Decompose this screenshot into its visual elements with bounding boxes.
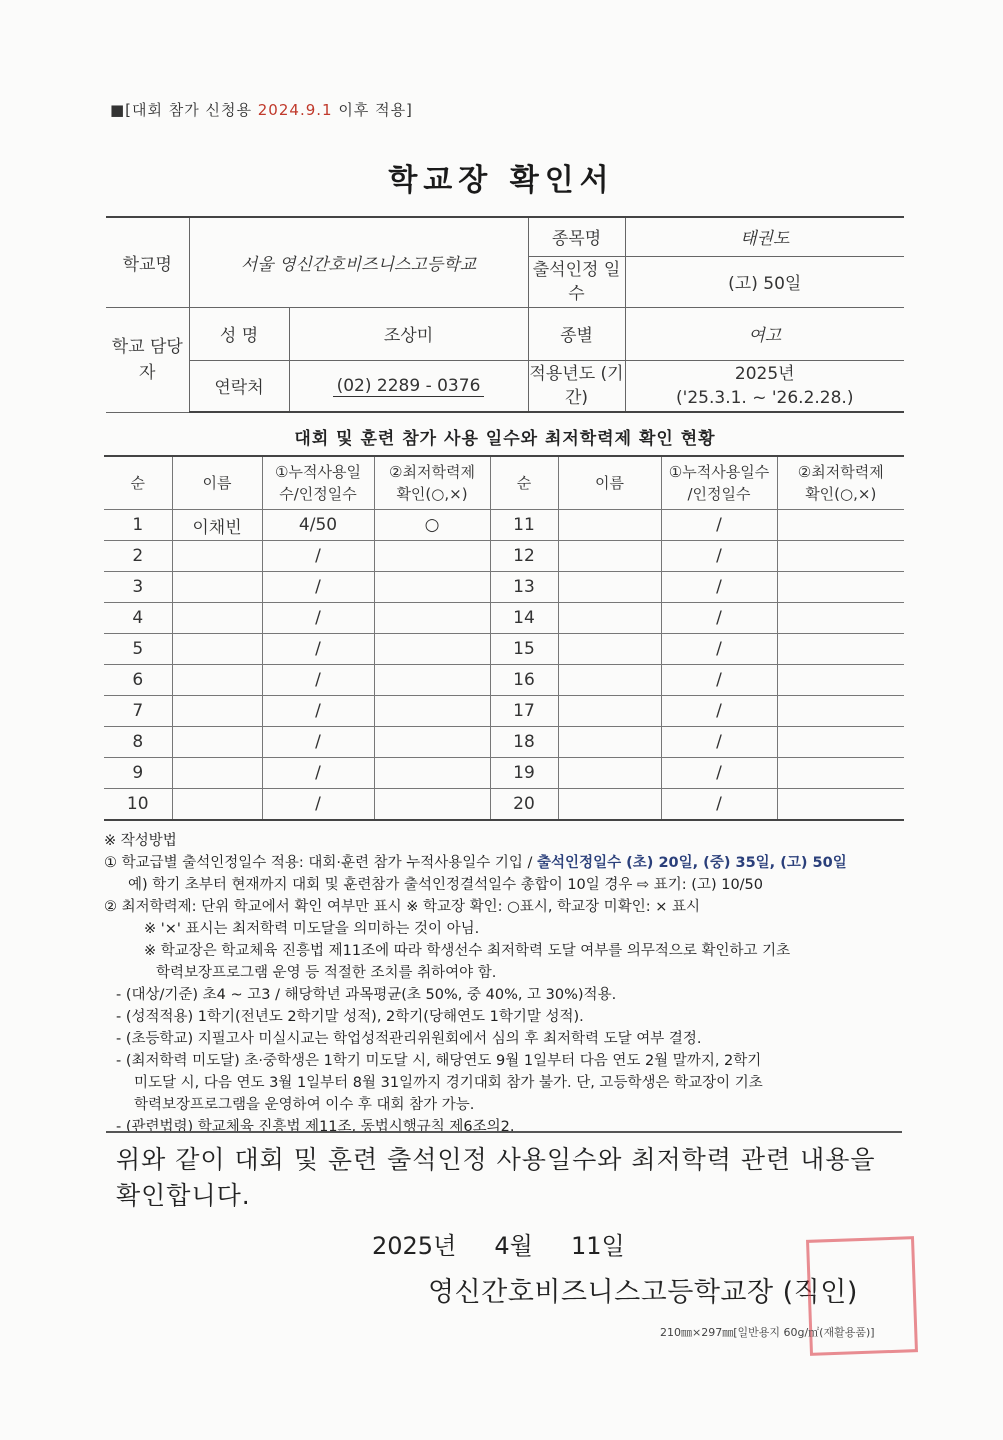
- notes-heading: ※ 작성방법: [104, 833, 177, 849]
- col-name-2: 이름: [558, 456, 661, 510]
- table-row: 10 / 20 /: [104, 789, 904, 821]
- note-2-sub-1: ※ '×' 표시는 최저학력 미도달을 의미하는 것이 아님.: [144, 921, 480, 937]
- table-row: 1 이채빈 4/50 ○ 11 /: [104, 510, 904, 541]
- col-days-2: ①누적사용일수 /인정일수: [661, 456, 777, 510]
- table-row: 9 / 19 /: [104, 758, 904, 789]
- bullet-3: - (초등학교) 지필고사 미실시교는 학업성적관리위원회에서 심의 후 최저학력 도달 여부 결정.: [116, 1031, 702, 1047]
- bullet-1: - (대상/기준) 초4 ~ 고3 / 해당학년 과목평균(초 50%, 중 40%, 고 30%)적용.: [116, 987, 617, 1003]
- year-label: 적용년도 (기간): [528, 360, 625, 412]
- table-row: 2 / 12 /: [104, 541, 904, 572]
- school-label: 학교명: [106, 217, 189, 307]
- form-version-note: ■[대회 참가 신청용 2024.9.1 이후 적용]: [110, 101, 413, 119]
- document-title: 학교장 확인서: [388, 163, 615, 198]
- principal-signature: 영신간호비즈니스고등학교장 (직인): [428, 1277, 858, 1308]
- contact-label: 연락처: [189, 360, 289, 412]
- instructions: [104, 830, 904, 1138]
- year-period: ('25.3.1. ~ '26.2.28.): [676, 387, 854, 408]
- gender-label: 종별: [528, 307, 625, 360]
- gender-value: 여고: [625, 307, 904, 360]
- col-academic-2: ②최저학력제 확인(○,×): [777, 456, 904, 510]
- sport-label: 종목명: [528, 217, 625, 256]
- note-2-sub-2-cont: 학력보장프로그램 운영 등 적절한 조치를 취하여야 함.: [156, 965, 497, 981]
- note-1: ① 학교급별 출석인정일수 적용: 대회·훈련 참가 누적사용일수 기입 / 출석인정일수 (초) 20일, (중) 35일, (고) 50일: [104, 855, 847, 871]
- school-value: 서울 영신간호비즈니스고등학교: [189, 217, 528, 307]
- contact-value: (02) 2289 - 0376: [333, 376, 485, 397]
- note-2: ② 최저학력제: 단위 학교에서 확인 여부만 표시 ※ 학교장 확인: ○표시, 학교장 미확인: × 표시: [104, 899, 700, 915]
- col-no-2: 순: [490, 456, 558, 510]
- bullet-4-cont-1: 미도달 시, 다음 연도 3월 1일부터 8월 31일까지 경기대회 참가 불가. 단, 고등학생은 학교장이 기초: [134, 1075, 763, 1091]
- bullet-4: - (최저학력 미도달) 초·중학생은 1학기 미도달 시, 해당연도 9월 1일부터 다음 연도 2월 말까지, 2학기: [116, 1053, 762, 1069]
- year-value: 2025년: [734, 363, 795, 384]
- bullet-5: - (관련법령) 학교체육 진흥법 제11조, 동법시행규칙 제6조의2.: [116, 1119, 515, 1135]
- col-name: 이름: [172, 456, 262, 510]
- name-value: 조상미: [289, 307, 528, 360]
- col-days: ①누적사용일 수/인정일수: [262, 456, 374, 510]
- paper-spec: 210㎜×297㎜[일반용지 60g/㎡(재활용품)]: [660, 1326, 875, 1339]
- name-label: 성 명: [189, 307, 289, 360]
- note-1-example: 예) 학기 초부터 현재까지 대회 및 훈련참가 출석인정결석일수 총합이 10일 경우 ⇨ 표기: (고) 10/50: [128, 877, 764, 893]
- usage-subtitle: 대회 및 훈련 참가 사용 일수와 최저학력제 확인 현황: [294, 429, 716, 449]
- col-academic: ②최저학력제 확인(○,×): [374, 456, 490, 510]
- attendance-rule: 출석인정일수 (초) 20일, (중) 35일, (고) 50일: [537, 855, 847, 871]
- table-row: 8 / 18 /: [104, 727, 904, 758]
- table-row: 4 / 14 /: [104, 603, 904, 634]
- usage-header-row: [104, 456, 904, 510]
- contact-cell: [289, 360, 528, 412]
- sport-value: 태권도: [625, 217, 904, 256]
- signature-date: 2025년 4월 11일: [372, 1232, 625, 1260]
- table-row: 6 / 16 /: [104, 665, 904, 696]
- col-no: 순: [104, 456, 172, 510]
- attendance-label: 출석인정 일수: [528, 256, 625, 307]
- table-row: 3 / 13 /: [104, 572, 904, 603]
- confirmation-statement: 위와 같이 대회 및 훈련 출석인정 사용일수와 최저학력 관련 내용을 확인합니다.: [116, 1145, 876, 1210]
- attendance-value: (고) 50일: [625, 256, 904, 307]
- usage-table: [104, 455, 904, 821]
- form-version-date: 2024.9.1: [257, 101, 333, 119]
- table-row: 5 / 15 /: [104, 634, 904, 665]
- table-row: 7 / 17 /: [104, 696, 904, 727]
- manager-label: 학교 담당자: [106, 307, 189, 412]
- year-cell: [625, 360, 904, 412]
- school-info-table: [106, 216, 904, 413]
- section-divider: [106, 1131, 902, 1133]
- note-2-sub-2: ※ 학교장은 학교체육 진흥법 제11조에 따라 학생선수 최저학력 도달 여부를 의무적으로 확인하고 기초: [144, 943, 791, 959]
- bullet-2: - (성적적용) 1학기(전년도 2학기말 성적), 2학기(당해연도 1학기말 성적).: [116, 1009, 584, 1025]
- bullet-4-cont-2: 학력보장프로그램을 운영하여 이수 후 대회 참가 가능.: [134, 1097, 475, 1113]
